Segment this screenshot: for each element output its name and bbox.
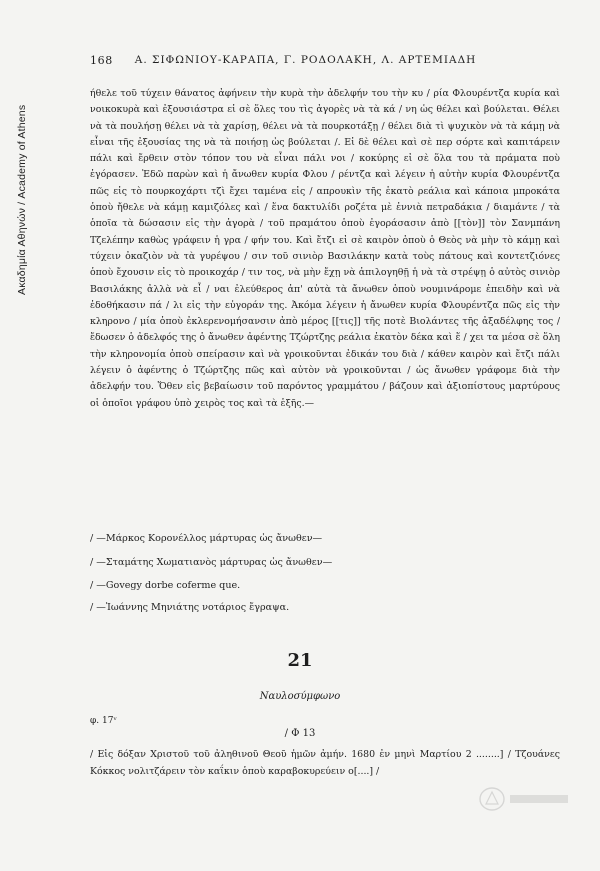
section-text: / Εἰς δόξαν Χριστοῦ τοῦ ἀληθινοῦ Θεοῦ ἡμῶν ἀμήν. 1680 ἐν μηνὶ Μαρτίου 2 ........] / Τζουάνες Κόκκος νολιτζάρειν τὸν καΐκιν ὁποὺ καραβοκυρεύειν ο[....] / xyxy=(90,749,560,777)
document-body xyxy=(90,86,560,412)
running-title: Α. ΣΙΦΩΝΙΟΥ-ΚΑΡΑΠΑ, Γ. ΡΟΔΟΛΑΚΗ, Λ. ΑΡΤΕΜΙΑΔΗ xyxy=(134,54,477,66)
signature-line: / —Govegy dorbe coferme que. xyxy=(90,580,241,591)
signature-line: / —Σταμάτης Χωματιανὸς μάρτυρας ὡς ἄνωθεν— xyxy=(90,557,333,568)
page-number: 168 xyxy=(90,54,113,67)
page-header xyxy=(90,54,560,67)
body-paragraph: ήθελε τοῦ τύχειν θάνατος ἀφήνειν τὴν κυρὰ τὴν ἀδελφήν του τὴν κυ / ρία Φλουρέντζα κυρία καὶ νοικοκυρὰ καὶ ἐξουσιάστρα εἰ σὲ ὅλες του τὶς ἀγορὲς νὰ τὰ κά / νη ὡς θέλει καὶ βούλεται. Θέλει νὰ τὰ πουλήσῃ θέλει νὰ τὰ χαρίσῃ, θέλει νὰ τὰ πουρκοτάξῃ / θέλει διὰ τὶ ψυχικὸν νὰ τὰ κάμῃ νὰ εἶναι τῆς ἐξουσίας της νὰ τὰ ποιήσῃ ὡς βούλεται /. Εἰ δὲ θέλει καὶ σὲ περ σόρτε καὶ καπιτάρειν πάλι καὶ ἔρθειν στὸν τόπον του νὰ εἶναι πάλι νοι / κοκύρης εἰ σὲ ὅλα του τὰ πράματα ποὺ ἐγόρασεν. Ἐδῶ παρὼν καὶ ἡ ἄνωθεν κυρία Φλου / ρέντζα καὶ λέγειν ἡ αὐτὴν κυρία Φλουρέντζα πῶς εἰς τὸ πουρκοχάρτι τζὶ ἔχει ταμένα εἰς / απρουκὶν τῆς ἑκατὸ ρεάλια καὶ κάποια μπροκάτα ὁποὺ ἤθελε νὰ κάμῃ καμιζόλες καὶ / ἕνα δακτυλίδι ροζέτα μὲ ἐννιὰ πετραδάκια / διαμάντε / τὰ ὁποῖα τὰ δώσασιν εἰς τὴν ἀγορὰ / τοῦ πραμάτου ὁποὺ ἐγοράσασιν ἀπὸ [[τὸν]] τὸν Σανμπάνη Τζελέπην καθὼς γράφειν ἡ γρα / φήν του. Καὶ ἔτζι εἰ σὲ καιρὸν ὁποὺ ὁ Θεὸς νὰ μὴν τὸ κάμῃ καὶ τύχειν ὀκαζιὸν νὰ τὰ γυρέψου / σιν τοῦ σινιὸρ Βασιλάκην κατὰ τοὺς πάτους καὶ κοντετζιόνες ὁποὺ ἔχουσιν εἰς τὸ προικοχάρ / τιν τος, νὰ μὴν ἔχῃ νὰ ἀπιλογηθῇ ἡ νὰ τὰ στρέψῃ ὁ αὐτὸς σινιὸρ Βασιλάκης ἀλλὰ νὰ εἶ / ναι ἐλεύθερος ἀπ' αὐτὰ τὰ ἄνωθεν ὁποὺ νουμινάρομε ἐπειδὴν καὶ νὰ ἐδοθήκασιν πά / λι εἰς τὴν εὐγοράν της. Ἀκόμα λέγειν ἡ ἄνωθεν κυρία Φλουρέντζα πῶς εἰς τὴν κληρονο / μία ὁποὺ ἐκλερενομήσανσιν ἀπὸ μέρος [[τις]] τῆς ποτὲ Βιολάντες τῆς ἀξαδέλφης τος / ἔδωσεν ὁ ἀδελφός της ὁ ἄνωθεν ἀφέντης Τζώρτζης ρεάλια ἑκατὸν δέκα καὶ ἕ / χει τα μέσα σὲ ὅλη τὴν κληρονομία ὁποὺ σπείρασιν καὶ νὰ γροικοῦνται ἐδικάν του διὰ / κάθεν καιρὸν καὶ ἔτζι πάλι λέγειν ὁ ἀφέντης ὁ Τζώρτζης πῶς καὶ αὐτὸν νὰ γροικοῦνται / ὡς ἄνωθεν γράφομε διὰ τὴν ἀδελφήν του. Ὅθεν εἰς βεβαίωσιν τοῦ παρόντος γραμμάτου / βάζουν καὶ ἀξιοπίστους μαρτύρους οἱ ὁποῖοι γράφου ὑπὸ χειρὸς τος καὶ τὰ ἑξῆς.— xyxy=(90,88,560,409)
institution-stamp: Ακαδημία Αθηνών / Academy of Athens xyxy=(16,104,28,295)
academy-watermark-icon xyxy=(478,786,573,812)
document-number: 21 xyxy=(287,650,313,671)
document-title: Ναυλοσύμφωνο xyxy=(259,691,341,702)
folio-reference: φ. 17ᵛ xyxy=(90,716,117,726)
signature-line: / —Ἰωάννης Μηνιάτης νοτάριος ἔγραψα. xyxy=(90,602,290,613)
folio-mark: / Φ 13 xyxy=(284,728,316,739)
signature-line: / —Μάρκος Κορονέλλος μάρτυρας ὡς ἄνωθεν— xyxy=(90,533,323,544)
